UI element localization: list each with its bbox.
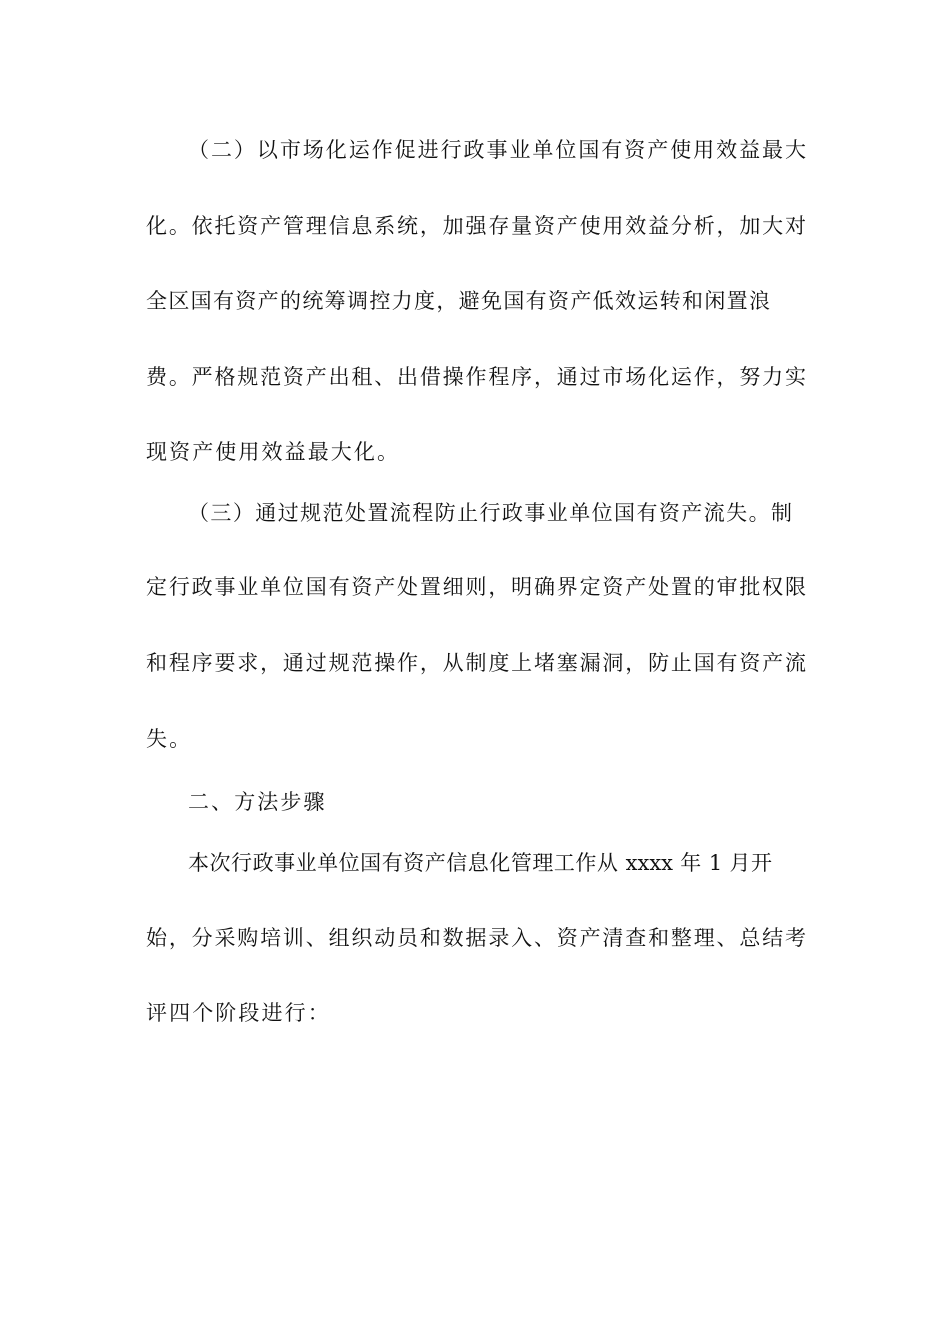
paragraph-line: 化。依托资产管理信息系统，加强存量资产使用效益分析，加大对 <box>146 214 806 238</box>
section-heading: 二、方法步骤 <box>188 790 327 814</box>
paragraph-line: 全区国有资产的统筹调控力度，避免国有资产低效运转和闲置浪 <box>146 289 770 313</box>
paragraph-line: （二）以市场化运作促进行政事业单位国有资产使用效益最大 <box>188 138 806 162</box>
paragraph-line: 失。 <box>146 727 193 751</box>
paragraph-line: 评四个阶段进行： <box>146 1001 331 1025</box>
paragraph-line: 费。严格规范资产出租、出借操作程序，通过市场化运作，努力实 <box>146 365 806 389</box>
paragraph-line: 始，分采购培训、组织动员和数据录入、资产清查和整理、总结考 <box>146 926 806 950</box>
paragraph-line: 和程序要求，通过规范操作，从制度上堵塞漏洞，防止国有资产流 <box>146 651 806 675</box>
paragraph-line: 定行政事业单位国有资产处置细则，明确界定资产处置的审批权限 <box>146 575 806 599</box>
paragraph-line: （三）通过规范处置流程防止行政事业单位国有资产流失。制 <box>188 501 792 525</box>
paragraph-line: 本次行政事业单位国有资产信息化管理工作从 xxxx 年 1 月开 <box>188 851 772 875</box>
paragraph-line: 现资产使用效益最大化。 <box>146 440 401 464</box>
